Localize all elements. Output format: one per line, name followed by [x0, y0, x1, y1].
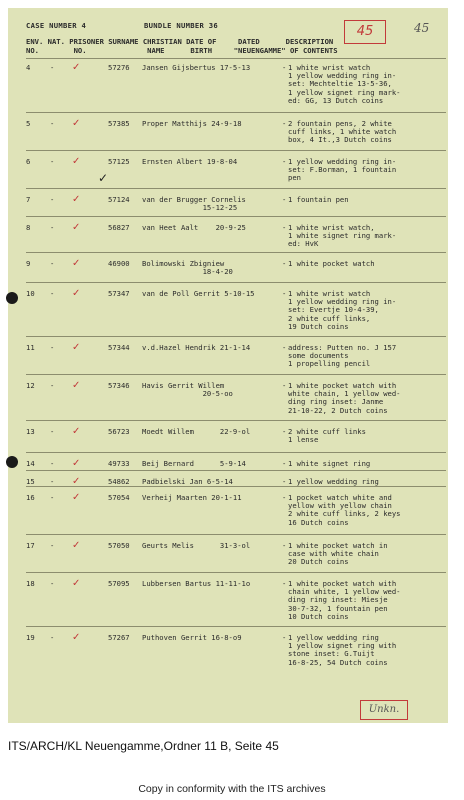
dash: -: [50, 633, 55, 642]
column-header-line-2: NO. NO. NAME BIRTH "NEUENGAMME" OF CONTENTS: [26, 46, 338, 55]
name-and-birthdate: Lubbersen Bartus 11-11-1o: [142, 579, 251, 588]
entry-number: 17: [26, 541, 35, 550]
dash: -: [282, 381, 287, 390]
contents-description: 2 white cuff links 1 lense: [288, 427, 366, 445]
name-and-birthdate: van de Poll Gerrit 5-10-15: [142, 289, 255, 298]
check-mark: ✓: [98, 171, 109, 185]
entry-number: 6: [26, 157, 31, 166]
name-and-birthdate: Geurts Melis 31-3-ol: [142, 541, 251, 550]
prisoner-number: 49733: [108, 459, 130, 468]
row-divider: [26, 112, 446, 113]
page-number-handwritten: 45: [414, 21, 430, 35]
name-and-birthdate: Proper Matthijs 24-9-18: [142, 119, 242, 128]
contents-description: 1 yellow wedding ring 1 yellow signet ring with stone inset: G.Tuijt 16-8-25, 54 Dutch coins: [288, 633, 397, 667]
header-rule: [26, 58, 446, 59]
red-check-mark: ✓: [72, 476, 81, 487]
contents-description: 1 white wrist watch 1 yellow wedding ring in- set: Mechteltie 13-5-36, 1 yellow signet ring mark- ed: GG, 13 Dutch coins: [288, 63, 401, 105]
contents-description: address: Putten no. J 157 some documents 1 propelling pencil: [288, 343, 397, 369]
dash: -: [50, 381, 55, 390]
name-and-birthdate: Bolimowski Zbigniew 18-4-20: [142, 259, 233, 277]
dash: -: [282, 343, 287, 352]
dash: -: [50, 63, 55, 72]
dash: -: [282, 633, 287, 642]
red-check-mark: ✓: [72, 62, 81, 73]
name-and-birthdate: van der Brugger Cornelis 15-12-25: [142, 195, 246, 213]
red-check-mark: ✓: [72, 288, 81, 299]
red-check-mark: ✓: [72, 222, 81, 233]
entry-number: 12: [26, 381, 35, 390]
prisoner-number: 57050: [108, 541, 130, 550]
entry-number: 4: [26, 63, 31, 72]
prisoner-number: 57095: [108, 579, 130, 588]
contents-description: 1 white pocket watch with chain white, 1 yellow wed- ding ring inset: Miesje 30-7-32, 1 fountain pen 10 Dutch coins: [288, 579, 401, 621]
prisoner-number: 46900: [108, 259, 130, 268]
contents-description: 1 white wrist watch, 1 white signet ring mark- ed: HvK: [288, 223, 397, 249]
red-check-mark: ✓: [72, 194, 81, 205]
entry-number: 14: [26, 459, 35, 468]
entry-number: 5: [26, 119, 31, 128]
name-and-birthdate: Puthoven Gerrit 16-8-o9: [142, 633, 242, 642]
entry-number: 15: [26, 477, 35, 486]
name-and-birthdate: v.d.Hazel Hendrik 21-1-14: [142, 343, 251, 352]
row-divider: [26, 150, 446, 151]
name-and-birthdate: Jansen Gijsbertus 17-5-13: [142, 63, 251, 72]
red-check-mark: ✓: [72, 258, 81, 269]
name-and-birthdate: Havis Gerrit Willem 20-5-oo: [142, 381, 233, 399]
entry-number: 7: [26, 195, 31, 204]
contents-description: 1 white wrist watch 1 yellow wedding ring in- set: Evertje 10-4-39, 2 white cuff links, 19 Dutch coins: [288, 289, 397, 331]
punch-hole: [6, 456, 18, 468]
dash: -: [282, 119, 287, 128]
prisoner-number: 57125: [108, 157, 130, 166]
dash: -: [282, 223, 287, 232]
row-divider: [26, 282, 446, 283]
entry-number: 18: [26, 579, 35, 588]
row-divider: [26, 572, 446, 573]
dash: -: [50, 157, 55, 166]
dash: -: [282, 63, 287, 72]
dash: -: [50, 343, 55, 352]
contents-description: 1 white signet ring: [288, 459, 371, 468]
signature: Unkn.: [360, 700, 408, 720]
dash: -: [50, 579, 55, 588]
dash: -: [50, 541, 55, 550]
red-check-mark: ✓: [72, 342, 81, 353]
contents-description: 1 white pocket watch with white chain, 1 yellow wed- ding ring inset: Janme 21-10-22, 2 Dutch coins: [288, 381, 401, 415]
dash: -: [50, 223, 55, 232]
prisoner-number: 57347: [108, 289, 130, 298]
prisoner-number: 54862: [108, 477, 130, 486]
page-stamp: 45: [344, 20, 386, 44]
prisoner-number: 57267: [108, 633, 130, 642]
dash: -: [50, 259, 55, 268]
dash: -: [282, 289, 287, 298]
entry-number: 9: [26, 259, 31, 268]
contents-description: 1 fountain pen: [288, 195, 349, 204]
row-divider: [26, 336, 446, 337]
name-and-birthdate: Verheij Maarten 20-1-11: [142, 493, 242, 502]
dash: -: [50, 427, 55, 436]
entry-number: 13: [26, 427, 35, 436]
entry-number: 10: [26, 289, 35, 298]
row-divider: [26, 374, 446, 375]
entry-number: 16: [26, 493, 35, 502]
dash: -: [50, 195, 55, 204]
prisoner-number: 57344: [108, 343, 130, 352]
name-and-birthdate: Ernsten Albert 19-8-04: [142, 157, 238, 166]
row-divider: [26, 252, 446, 253]
prisoner-number: 57054: [108, 493, 130, 502]
red-check-mark: ✓: [72, 380, 81, 391]
contents-description: 2 fountain pens, 2 white cuff links, 1 white watch box, 4 It.,3 Dutch coins: [288, 119, 397, 145]
entry-number: 11: [26, 343, 35, 352]
dash: -: [50, 119, 55, 128]
dash: -: [282, 477, 287, 486]
dash: -: [282, 195, 287, 204]
contents-description: 1 white pocket watch: [288, 259, 375, 268]
prisoner-number: 57276: [108, 63, 130, 72]
dash: -: [282, 541, 287, 550]
dash: -: [282, 427, 287, 436]
dash: -: [50, 477, 55, 486]
row-divider: [26, 188, 446, 189]
punch-hole: [6, 292, 18, 304]
archive-reference: ITS/ARCH/KL Neuengamme,Ordner 11 B, Seite 45: [8, 739, 279, 753]
row-divider: [26, 470, 446, 471]
prisoner-number: 57346: [108, 381, 130, 390]
red-check-mark: ✓: [72, 578, 81, 589]
prisoner-number: 56723: [108, 427, 130, 436]
contents-description: 1 yellow wedding ring: [288, 477, 379, 486]
prisoner-number: 57124: [108, 195, 130, 204]
red-check-mark: ✓: [72, 492, 81, 503]
dash: -: [50, 289, 55, 298]
contents-description: 1 white pocket watch in case with white chain 20 Dutch coins: [288, 541, 388, 567]
row-divider: [26, 534, 446, 535]
dash: -: [50, 493, 55, 502]
prisoner-number: 56827: [108, 223, 130, 232]
entry-number: 8: [26, 223, 31, 232]
red-check-mark: ✓: [72, 458, 81, 469]
row-divider: [26, 486, 446, 487]
entry-number: 19: [26, 633, 35, 642]
contents-description: 1 pocket watch white and yellow with yellow chain 2 white cuff links, 2 keys 16 Dutch coins: [288, 493, 401, 527]
column-header-line-1: ENV. NAT. PRISONER SURNAME CHRISTIAN DATE OF DATED DESCRIPTION: [26, 37, 334, 46]
dash: -: [50, 459, 55, 468]
red-check-mark: ✓: [72, 118, 81, 129]
bundle-number: BUNDLE NUMBER 36: [144, 21, 219, 30]
dash: -: [282, 459, 287, 468]
name-and-birthdate: Padbielski Jan 6-5-14: [142, 477, 233, 486]
archive-sheet: [8, 8, 448, 723]
dash: -: [282, 157, 287, 166]
red-check-mark: ✓: [72, 156, 81, 167]
row-divider: [26, 452, 446, 453]
red-check-mark: ✓: [72, 426, 81, 437]
red-check-mark: ✓: [72, 632, 81, 643]
name-and-birthdate: Moedt Willem 22-9-ol: [142, 427, 251, 436]
dash: -: [282, 259, 287, 268]
prisoner-number: 57385: [108, 119, 130, 128]
row-divider: [26, 420, 446, 421]
dash: -: [282, 493, 287, 502]
row-divider: [26, 216, 446, 217]
dash: -: [282, 579, 287, 588]
case-number: CASE NUMBER 4: [26, 21, 87, 30]
name-and-birthdate: Beij Bernard 5-9-14: [142, 459, 246, 468]
red-check-mark: ✓: [72, 540, 81, 551]
row-divider: [26, 626, 446, 627]
copy-note: Copy in conformity with the ITS archives: [138, 783, 326, 795]
name-and-birthdate: van Heet Aalt 20-9-25: [142, 223, 246, 232]
contents-description: 1 yellow wedding ring in- set: F.Borman, 1 fountain pen: [288, 157, 397, 183]
